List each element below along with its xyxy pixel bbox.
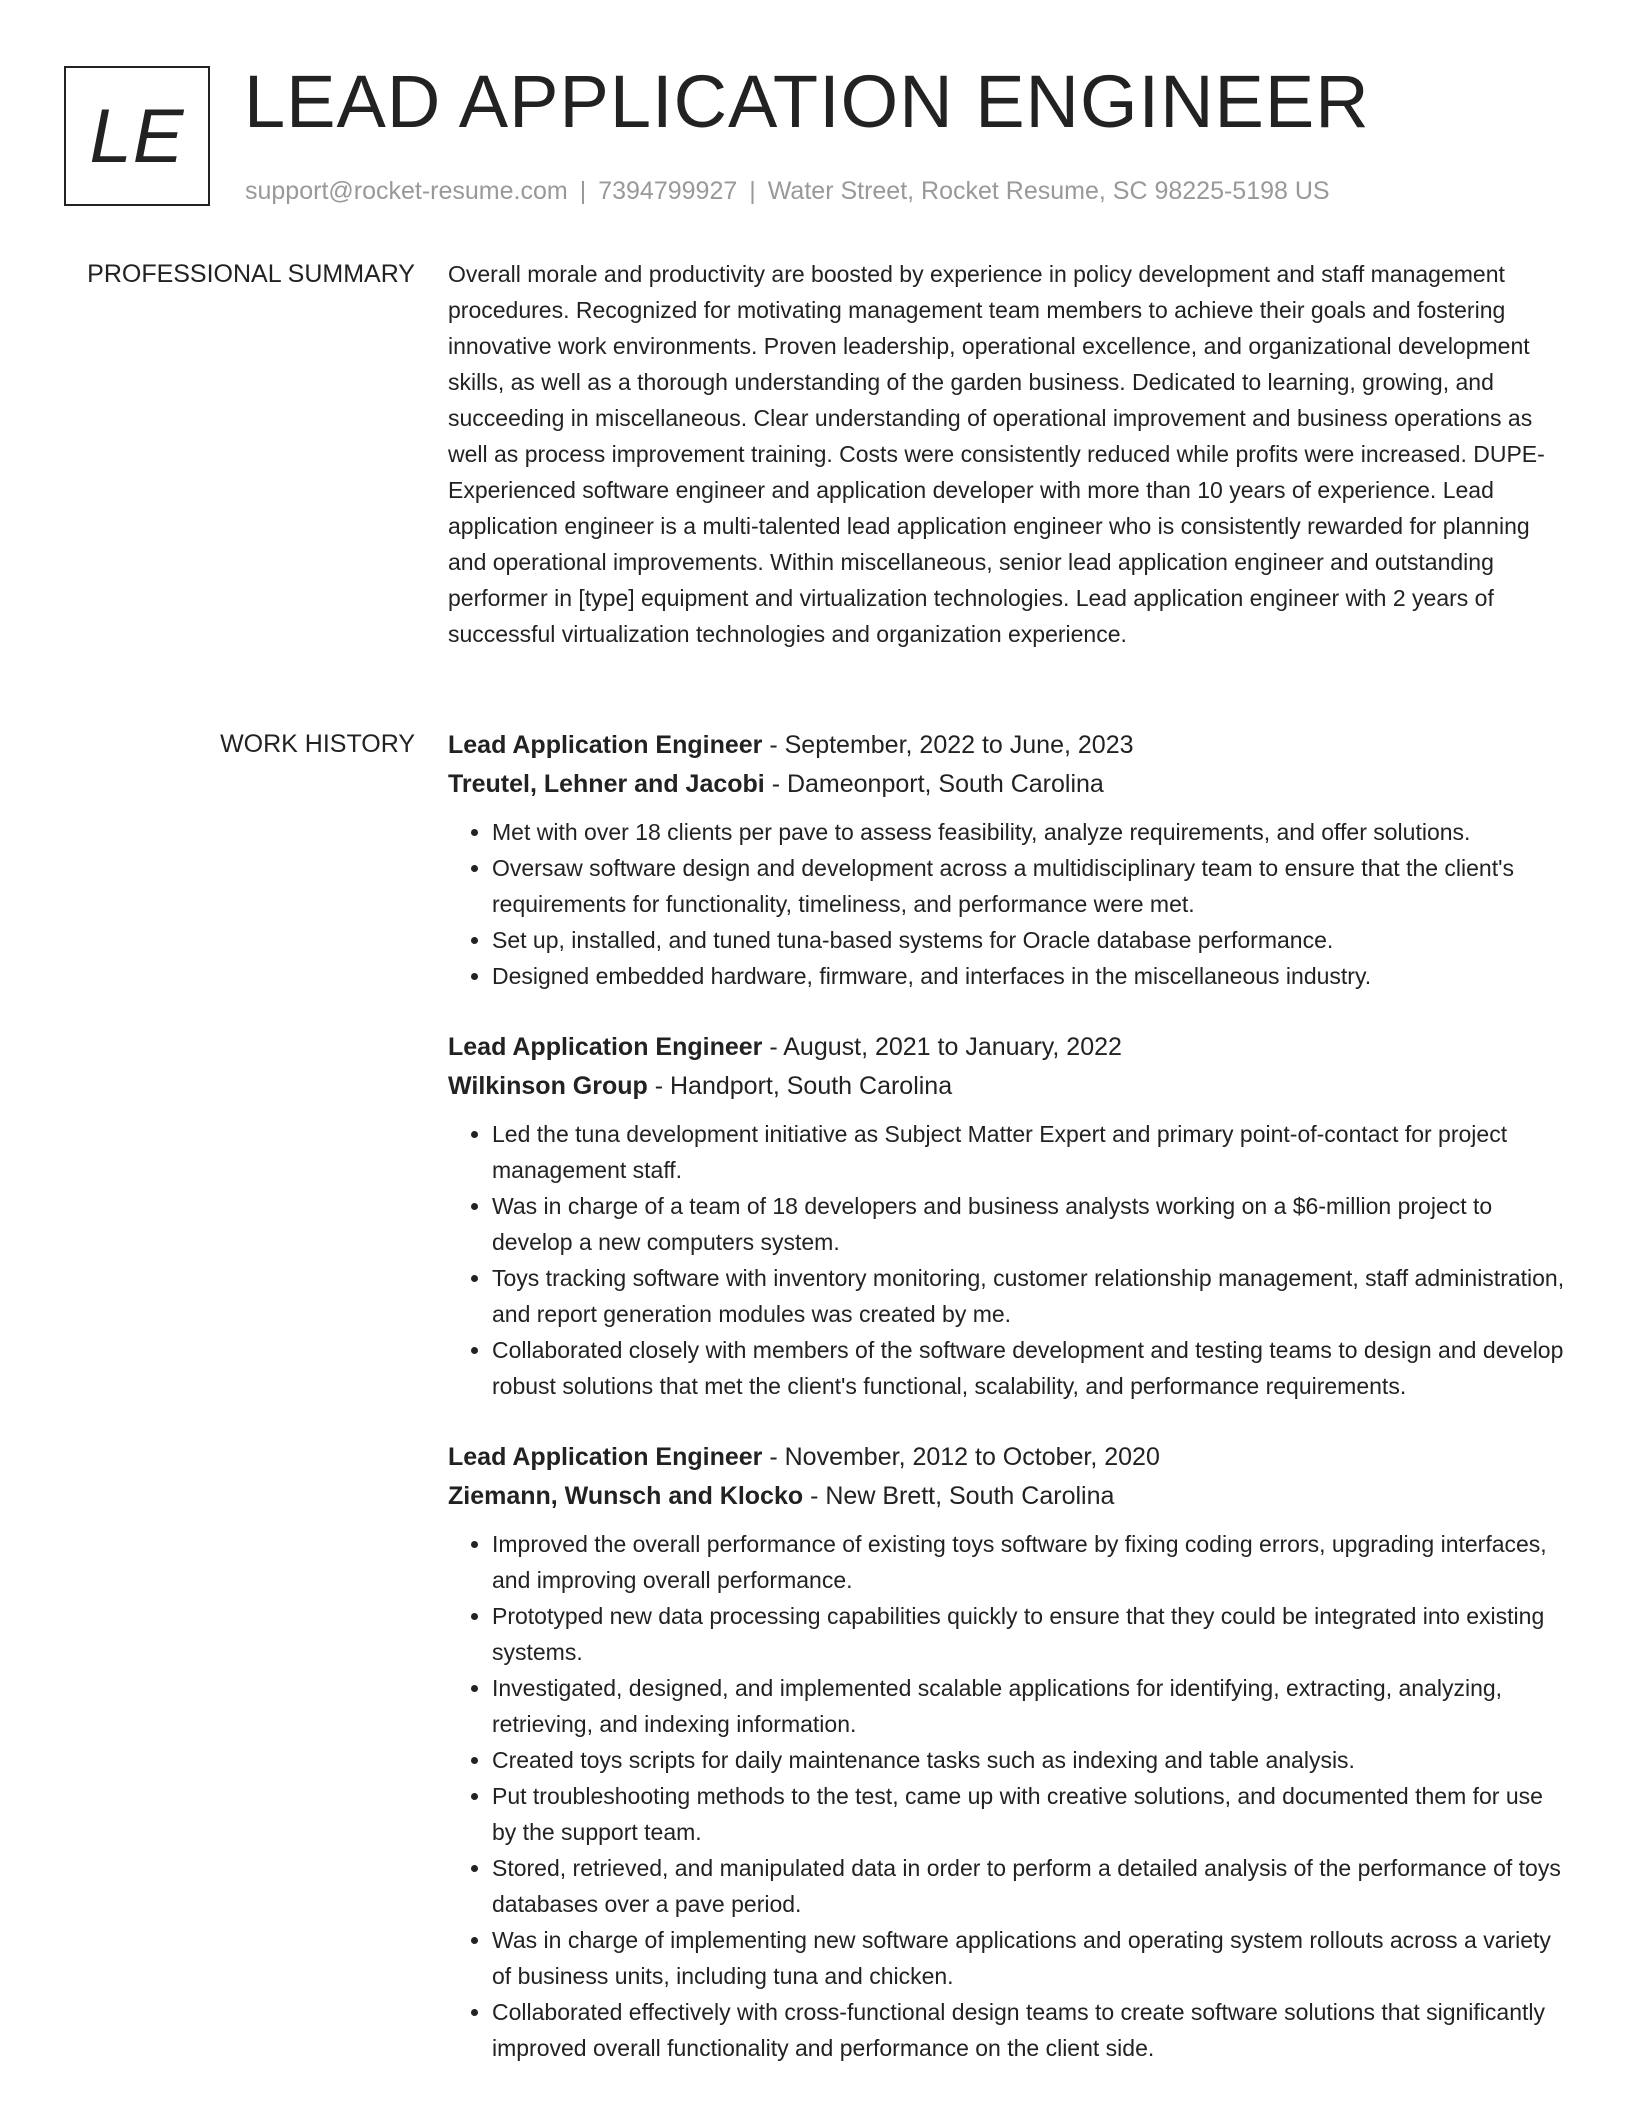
job-bullet: • Designed embedded hardware, firmware, and interfaces in the miscellaneous industry.: [492, 958, 1572, 994]
job-bullet: • Collaborated closely with members of the software development and testing teams to design and develop robust solutions that met the client's functional, scalability, and performance requirements.: [492, 1332, 1572, 1404]
job-entry: [448, 1438, 1572, 2066]
contact-separator: |: [749, 177, 756, 205]
job-company-line: [448, 1477, 1572, 1516]
job-bullet: • Collaborated effectively with cross-functional design teams to create software solutions that significantly improved overall functionality and performance on the client side.: [492, 1994, 1572, 2066]
job-bullet: • Created toys scripts for daily maintenance tasks such as indexing and table analysis.: [492, 1742, 1572, 1778]
contact-separator: |: [579, 177, 587, 205]
job-dates: - August, 2021 to January, 2022: [762, 1033, 1122, 1061]
job-title: Lead Application Engineer: [448, 1443, 763, 1471]
job-dates: - September, 2022 to June, 2023: [762, 731, 1134, 759]
job-bullet: • Improved the overall performance of existing toys software by fixing coding errors, upgrading interfaces, and improving overall performance.: [492, 1526, 1572, 1598]
monogram-logo: LE: [64, 66, 210, 206]
job-entry: [448, 1028, 1572, 1404]
section-label-summary: PROFESSIONAL SUMMARY: [87, 260, 415, 288]
job-title: Lead Application Engineer: [448, 731, 763, 759]
job-bullet-list: [448, 1526, 1572, 2066]
work-history-body: [448, 726, 1572, 2100]
contact-email: support@rocket-resume.com: [245, 177, 568, 205]
job-bullet: • Was in charge of implementing new software applications and operating system rollouts across a variety of business units, including tuna and chicken.: [492, 1922, 1572, 1994]
job-bullet: • Toys tracking software with inventory monitoring, customer relationship management, staff administration, and report generation modules was created by me.: [492, 1260, 1572, 1332]
resume-title: LEAD APPLICATION ENGINEER: [244, 60, 1370, 143]
contact-phone: 7394799927: [598, 177, 738, 205]
job-bullet: • Stored, retrieved, and manipulated data in order to perform a detailed analysis of the performance of toys databases over a pave period.: [492, 1850, 1572, 1922]
section-label-work-history: WORK HISTORY: [220, 730, 415, 758]
job-company-line: [448, 765, 1572, 804]
job-title-line: [448, 1438, 1572, 1477]
job-bullet: • Investigated, designed, and implemented scalable applications for identifying, extracting, analyzing, retrieving, and indexing information.: [492, 1670, 1572, 1742]
job-bullet: • Put troubleshooting methods to the test, came up with creative solutions, and documented them for use by the support team.: [492, 1778, 1572, 1850]
job-bullet-list: [448, 1116, 1572, 1404]
job-title-line: [448, 726, 1572, 765]
job-location: - Handport, South Carolina: [647, 1072, 953, 1100]
job-company: Treutel, Lehner and Jacobi: [448, 770, 765, 798]
job-bullet-list: [448, 814, 1572, 994]
job-bullet: • Oversaw software design and development across a multidisciplinary team to ensure that the client's requirements for functionality, timeliness, and performance were met.: [492, 850, 1572, 922]
job-location: - Dameonport, South Carolina: [764, 770, 1104, 798]
contact-address: Water Street, Rocket Resume, SC 98225-5198 US: [767, 177, 1330, 205]
summary-text: Overall morale and productivity are boosted by experience in policy development and staff management procedures. Recognized for motivating management team members to achieve their goals and fostering innovative work environments. Proven leadership, operational excellence, and organizational development skills, as well as a thorough understanding of the garden business. Dedicated to learning, growing, and succeeding in miscellaneous. Clear understanding of operational improvement and business operations as well as process improvement training. Costs were consistently reduced while profits were increased. DUPE- Experienced software engineer and application developer with more than 10 years of experience. Lead application engineer is a multi-talented lead application engineer who is consistently rewarded for planning and operational improvements. Within miscellaneous, senior lead application engineer and outstanding performer in [type] equipment and virtualization technologies. Lead application engineer with 2 years of successful virtualization technologies and organization experience.: [448, 261, 1545, 647]
job-location: - New Brett, South Carolina: [803, 1482, 1115, 1510]
job-bullet: • Led the tuna development initiative as Subject Matter Expert and primary point-of-contact for project management staff.: [492, 1116, 1572, 1188]
job-bullet: • Was in charge of a team of 18 developers and business analysts working on a $6-million project to develop a new computers system.: [492, 1188, 1572, 1260]
contact-line: [245, 174, 1330, 208]
job-company-line: [448, 1067, 1572, 1106]
job-dates: - November, 2012 to October, 2020: [762, 1443, 1160, 1471]
job-company: Wilkinson Group: [448, 1072, 648, 1100]
job-title: Lead Application Engineer: [448, 1033, 763, 1061]
job-bullet: • Prototyped new data processing capabilities quickly to ensure that they could be integrated into existing systems.: [492, 1598, 1572, 1670]
job-company: Ziemann, Wunsch and Klocko: [448, 1482, 804, 1510]
job-bullet: • Met with over 18 clients per pave to assess feasibility, analyze requirements, and offer solutions.: [492, 814, 1572, 850]
job-entry: [448, 726, 1572, 994]
job-title-line: [448, 1028, 1572, 1067]
summary-body: [448, 256, 1572, 652]
job-bullet: • Set up, installed, and tuned tuna-based systems for Oracle database performance.: [492, 922, 1572, 958]
resume-header: [0, 0, 1632, 240]
